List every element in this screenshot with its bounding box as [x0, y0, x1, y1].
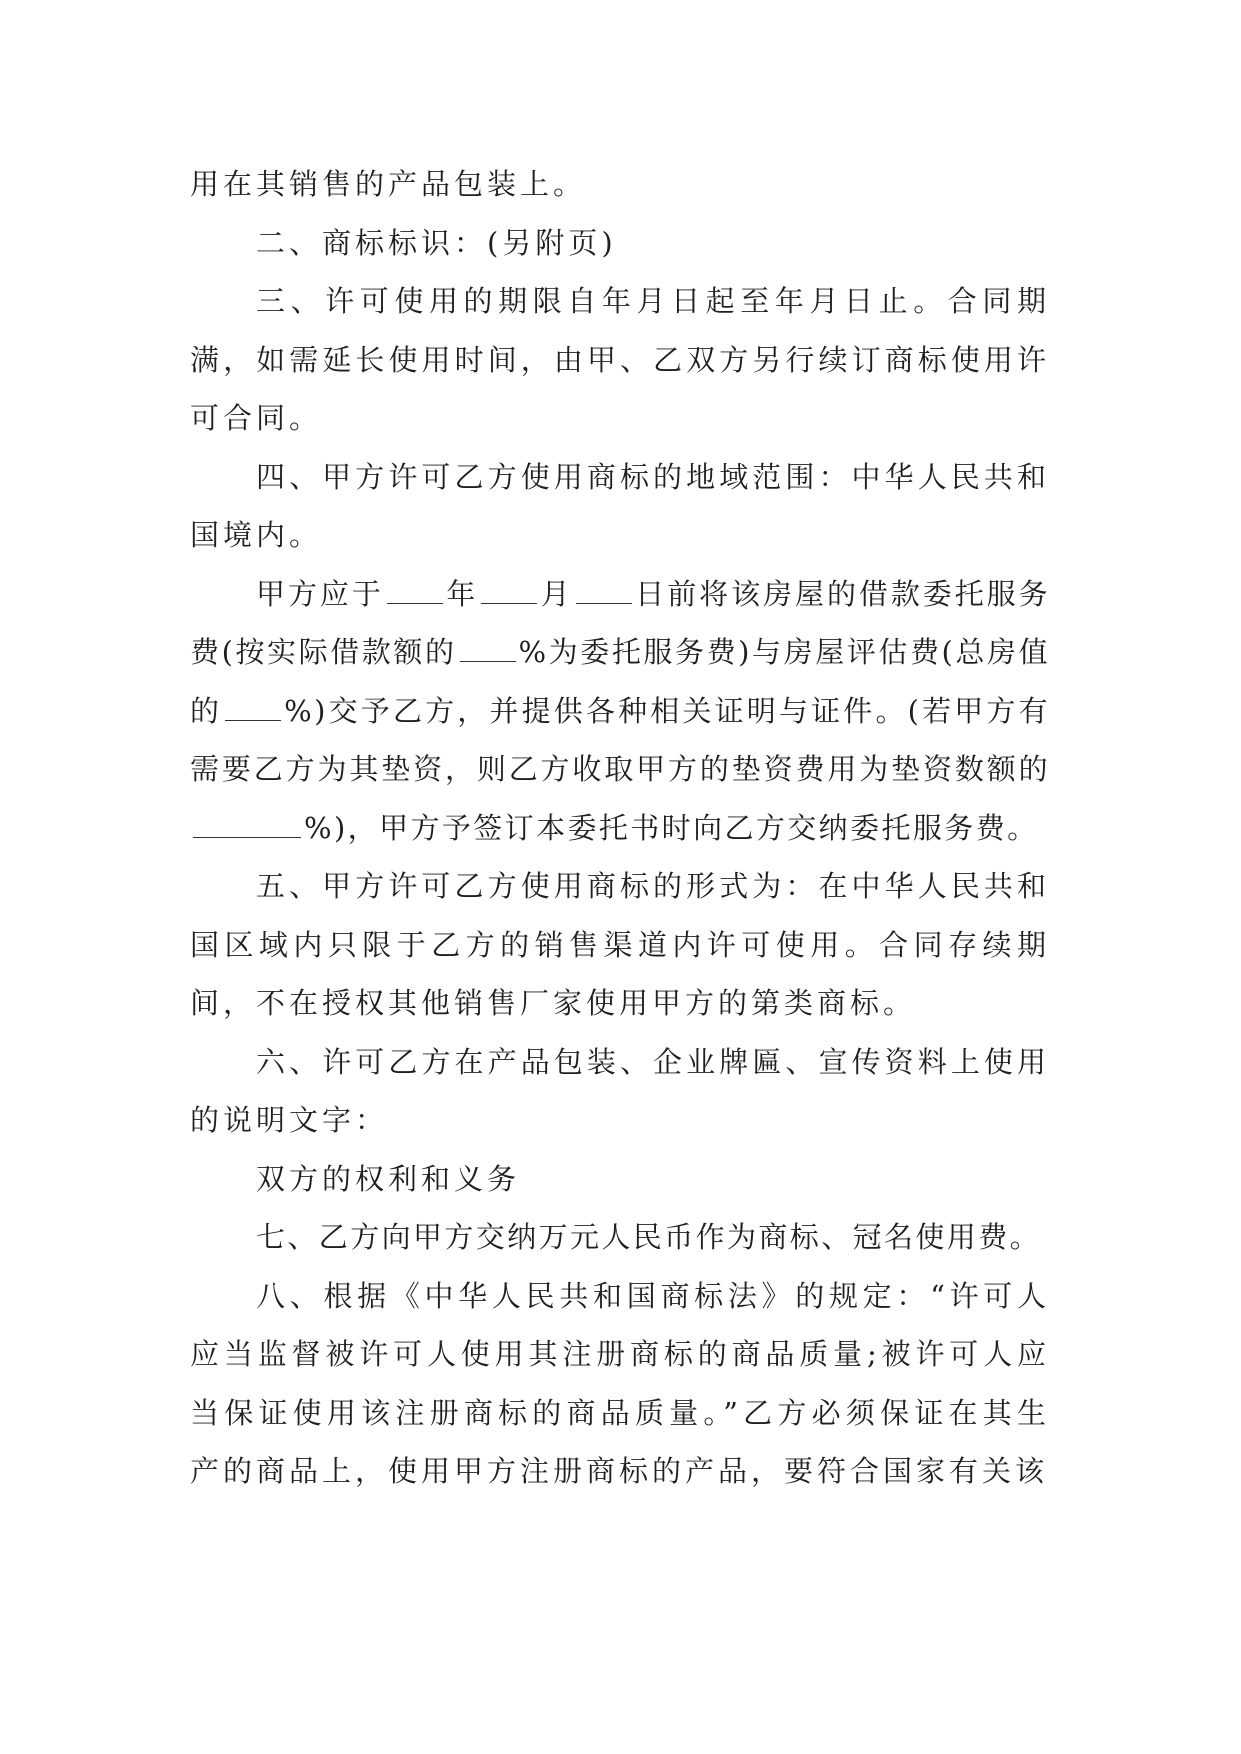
blank-service-rate — [460, 639, 516, 662]
entrust-text-6: %)交予乙方，并提供各种相关证明与证件。(若甲方有需要乙方为其垫资，则乙方收取甲方的垫资费用为垫资数额的 — [190, 693, 1050, 786]
paragraph-clause-4: 四、甲方许可乙方使用商标的地域范围：中华人民共和国境内。 — [190, 459, 1050, 552]
entrust-text-4: 日前将该房屋的借款委托服务费(按实际借款额的 — [190, 576, 1050, 669]
section-heading-rights: 双方的权利和义务 — [256, 1161, 521, 1196]
entrust-text-3: 月 — [540, 576, 573, 611]
entrust-text-1: 甲方应于 — [256, 576, 384, 611]
blank-day — [576, 581, 632, 604]
blank-advance-rate — [193, 815, 301, 838]
blank-appraisal-rate — [225, 698, 281, 721]
blank-month — [481, 581, 537, 604]
entrust-text-5: %为委托服务费)与房屋评估费(总房值的 — [190, 635, 1050, 728]
entrust-text-2: 年 — [445, 576, 479, 611]
paragraph-continuation: 用在其销售的产品包装上。 — [190, 167, 587, 201]
document-body — [190, 155, 1050, 1501]
paragraph-clause-8: 八、根据《中华人民共和国商标法》的规定：“许可人应当监督被许可人使用其注册商标的商品质量;被许可人应当保证使用该注册商标的商品质量。”乙方必须保证在其生产的商品上，使用甲方注册商标的产品，要符合国家有关该 — [190, 1278, 1050, 1488]
paragraph-clause-3: 三、许可使用的期限自年月日起至年月日止。合同期满，如需延长使用时间，由甲、乙双方另行续订商标使用许可合同。 — [190, 284, 1050, 435]
entrust-text-7: %)，甲方予签订本委托书时向乙方交纳委托服务费。 — [304, 810, 1039, 845]
paragraph-clause-5: 五、甲方许可乙方使用商标的形式为：在中华人民共和国区域内只限于乙方的销售渠道内许可使用。合同存续期间，不在授权其他销售厂家使用甲方的第类商标。 — [190, 869, 1050, 1020]
paragraph-clause-7: 七、乙方向甲方交纳万元人民币作为商标、冠名使用费。 — [256, 1220, 1042, 1254]
paragraph-clause-2: 二、商标标识：(另附页) — [256, 225, 617, 260]
paragraph-entrustment-fee — [190, 565, 1050, 858]
paragraph-clause-6: 六、许可乙方在产品包装、企业牌匾、宣传资料上使用的说明文字： — [190, 1044, 1050, 1137]
blank-year — [387, 581, 443, 604]
